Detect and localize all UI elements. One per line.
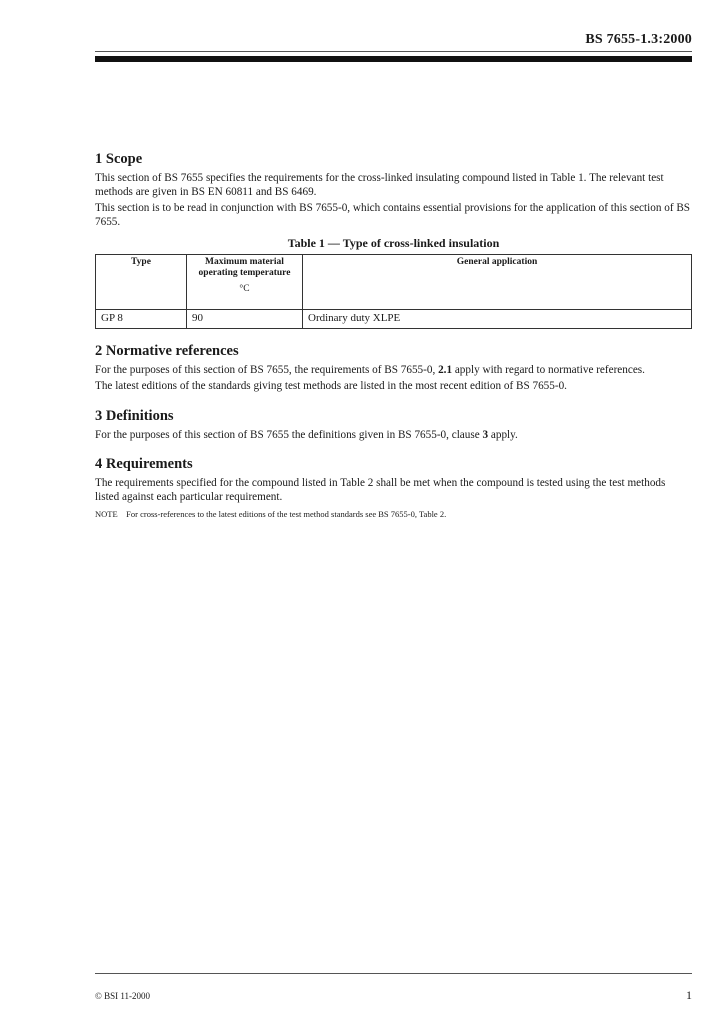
section-definitions [95, 408, 692, 443]
section-requirements [95, 456, 692, 521]
table-1-caption: Table 1 — Type of cross-linked insulation [287, 236, 500, 251]
footer-page-number: 1 [686, 988, 692, 1002]
scope-paragraph-2: This section is to be read in conjunction with BS 7655-0, which contains essential provisions for the application of this section of BS 7655. [95, 202, 691, 228]
header-type-label: Type [131, 256, 151, 267]
normative-paragraph-1 [95, 364, 692, 378]
definitions-text-a: For the purposes of this section of BS 7655 the definitions given in BS 7655-0, clause [95, 428, 483, 441]
normative-clause-ref: 2.1 [438, 363, 453, 376]
document-body [95, 151, 692, 535]
header-rule-thick [95, 56, 692, 62]
section-normative-references [95, 343, 692, 394]
header-max-temp-label: Maximum material operating temperature [198, 256, 291, 279]
table-header-type [96, 254, 187, 309]
normative-paragraph-2: The latest editions of the standards giving test methods are listed in the most recent edition of BS 7655-0. [95, 380, 567, 393]
scope-paragraph-1: This section of BS 7655 specifies the requirements for the cross-linked insulating compound listed in Table 1. The relevant test methods are given in BS EN 60811 and BS 6469. [95, 172, 664, 198]
footer-rule [95, 973, 692, 974]
requirements-paragraph: The requirements specified for the compound listed in Table 2 shall be met when the compound is tested using the test methods listed against each particular requirement. [95, 477, 666, 503]
header-unit-label: °C [239, 283, 250, 294]
table-header-max-temp [187, 254, 303, 309]
section-heading-normative: 2 Normative references [95, 342, 239, 359]
header-application-label: General application [456, 256, 538, 267]
definitions-paragraph [95, 429, 692, 443]
table-header-row [96, 254, 692, 309]
header-rule-thin [95, 51, 692, 52]
footer-copyright: © BSI 11-2000 [95, 991, 151, 1001]
table-cell-type: GP 8 [96, 309, 187, 328]
normative-text-c: apply with regard to normative references. [452, 363, 645, 376]
table-header-application [303, 254, 692, 309]
table-row [96, 309, 692, 328]
section-heading-scope: 1 Scope [95, 151, 143, 167]
table-cell-application: Ordinary duty XLPE [303, 309, 692, 328]
definitions-text-c: apply. [488, 428, 518, 441]
table-1 [95, 254, 692, 329]
section-heading-definitions: 3 Definitions [95, 407, 174, 424]
page-header-title: BS 7655-1.3:2000 [585, 32, 692, 47]
section-scope [95, 151, 692, 329]
normative-text-a: For the purposes of this section of BS 7655, the requirements of BS 7655-0, [95, 363, 439, 376]
requirements-note: NOTE For cross-references to the latest editions of the test method standards see BS 7655-0, Table 2. [95, 508, 447, 519]
section-heading-requirements: 4 Requirements [95, 456, 193, 473]
definitions-clause-ref: 3 [482, 428, 489, 441]
table-cell-max-temp: 90 [187, 309, 303, 328]
